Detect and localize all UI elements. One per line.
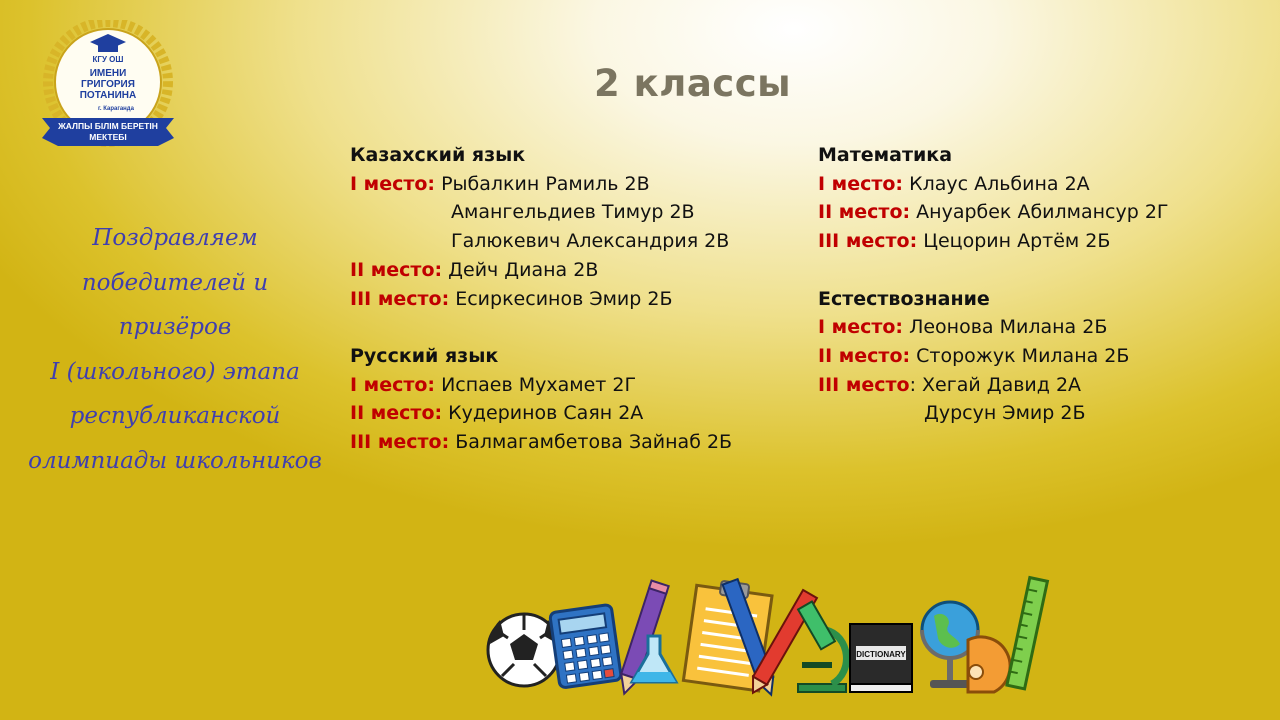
subject-science-title: Естествознание [818,287,990,310]
place-label: III место: [350,431,450,454]
result-line [350,170,810,199]
congratulation-line: победителей и призёров [81,269,269,340]
winner-name: Испаев Мухамет 2Г [441,373,637,396]
school-logo [38,20,178,155]
logo-ribbon [42,118,174,146]
logo-ribbon-1: ЖАЛПЫ БІЛІМ БЕРЕТІН [58,121,158,131]
subject-russian-title: Русский язык [350,344,499,367]
winner-name: Кудеринов Саян 2А [448,402,644,425]
place-label: II место: [818,344,911,367]
logo-name-2: ГРИГОРИЯ [81,79,135,90]
colon: : [909,373,916,396]
winner-name: Галюкевич Александрия 2В [451,230,730,253]
winner-name: Леонова Милана 2Б [909,316,1108,339]
result-line [818,342,1268,371]
result-line [350,198,810,227]
place-label: II место: [818,201,911,224]
logo-ribbon-2: МЕКТЕБІ [89,132,127,142]
microscope-icon [798,601,846,692]
subject-kazakh-title: Казахский язык [350,144,526,166]
logo-name-1: ИМЕНИ [89,68,127,79]
winner-name: Цецорин Артём 2Б [923,230,1111,253]
logo-top-text: КГУ ОШ [92,55,124,64]
result-line [350,256,810,285]
winner-name: Ануарбек Абилмансур 2Г [916,201,1169,224]
ruler-icon [1007,578,1047,689]
subject-math-title: Математика [818,144,953,166]
result-line [818,198,1268,227]
winner-name: Балмагамбетова Зайнаб 2Б [455,431,733,454]
book-icon [850,624,912,692]
page-title: 2 классы [594,62,792,105]
result-line [350,227,810,256]
place-label: II место: [350,258,443,281]
place-label: III место: [818,230,918,253]
spacer [350,313,810,342]
result-line [818,227,1268,256]
winner-name: Есиркесинов Эмир 2Б [455,287,673,310]
result-line [818,313,1268,342]
place-label: III место [818,373,910,396]
school-supplies-decoration [482,572,1052,700]
place-label: III место: [350,287,450,310]
winner-name: Хегай Давид 2А [922,373,1082,396]
place-label: I место: [818,316,904,339]
calculator-icon [550,604,622,688]
result-line [818,399,1268,428]
winner-name: Дурсун Эмир 2Б [924,402,1086,425]
result-line [818,371,1268,400]
congratulation-line: республиканской [69,403,281,429]
winner-name: Дейч Диана 2В [448,258,599,281]
place-label: I место: [818,172,904,195]
result-line [350,399,810,428]
winner-name: Рыбалкин Рамиль 2В [441,172,650,195]
congratulation-line: Поздравляем [92,225,258,251]
congratulation-line: I (школьного) этапа [50,358,300,385]
spacer [818,256,1268,285]
place-label: I место: [350,373,436,396]
result-line [350,428,810,457]
congratulation-text [22,216,328,483]
winner-name: Сторожук Милана 2Б [916,344,1130,367]
result-line [350,285,810,314]
congratulation-line: олимпиады школьников [28,447,322,474]
winner-name: Клаус Альбина 2А [909,172,1090,195]
result-line [350,371,810,400]
place-label: II место: [350,402,443,425]
logo-city: г. Караганда [98,106,134,112]
place-label: I место: [350,172,436,195]
dictionary-label: DICTIONARY [856,650,906,659]
results-column-left [350,141,810,457]
protractor-icon [968,637,1010,692]
results-column-right [818,141,1268,428]
soccer-ball-icon [488,614,560,686]
logo-name-3: ПОТАНИНА [79,90,137,101]
winner-name: Амангельдиев Тимур 2В [451,201,695,224]
result-line [818,170,1268,199]
